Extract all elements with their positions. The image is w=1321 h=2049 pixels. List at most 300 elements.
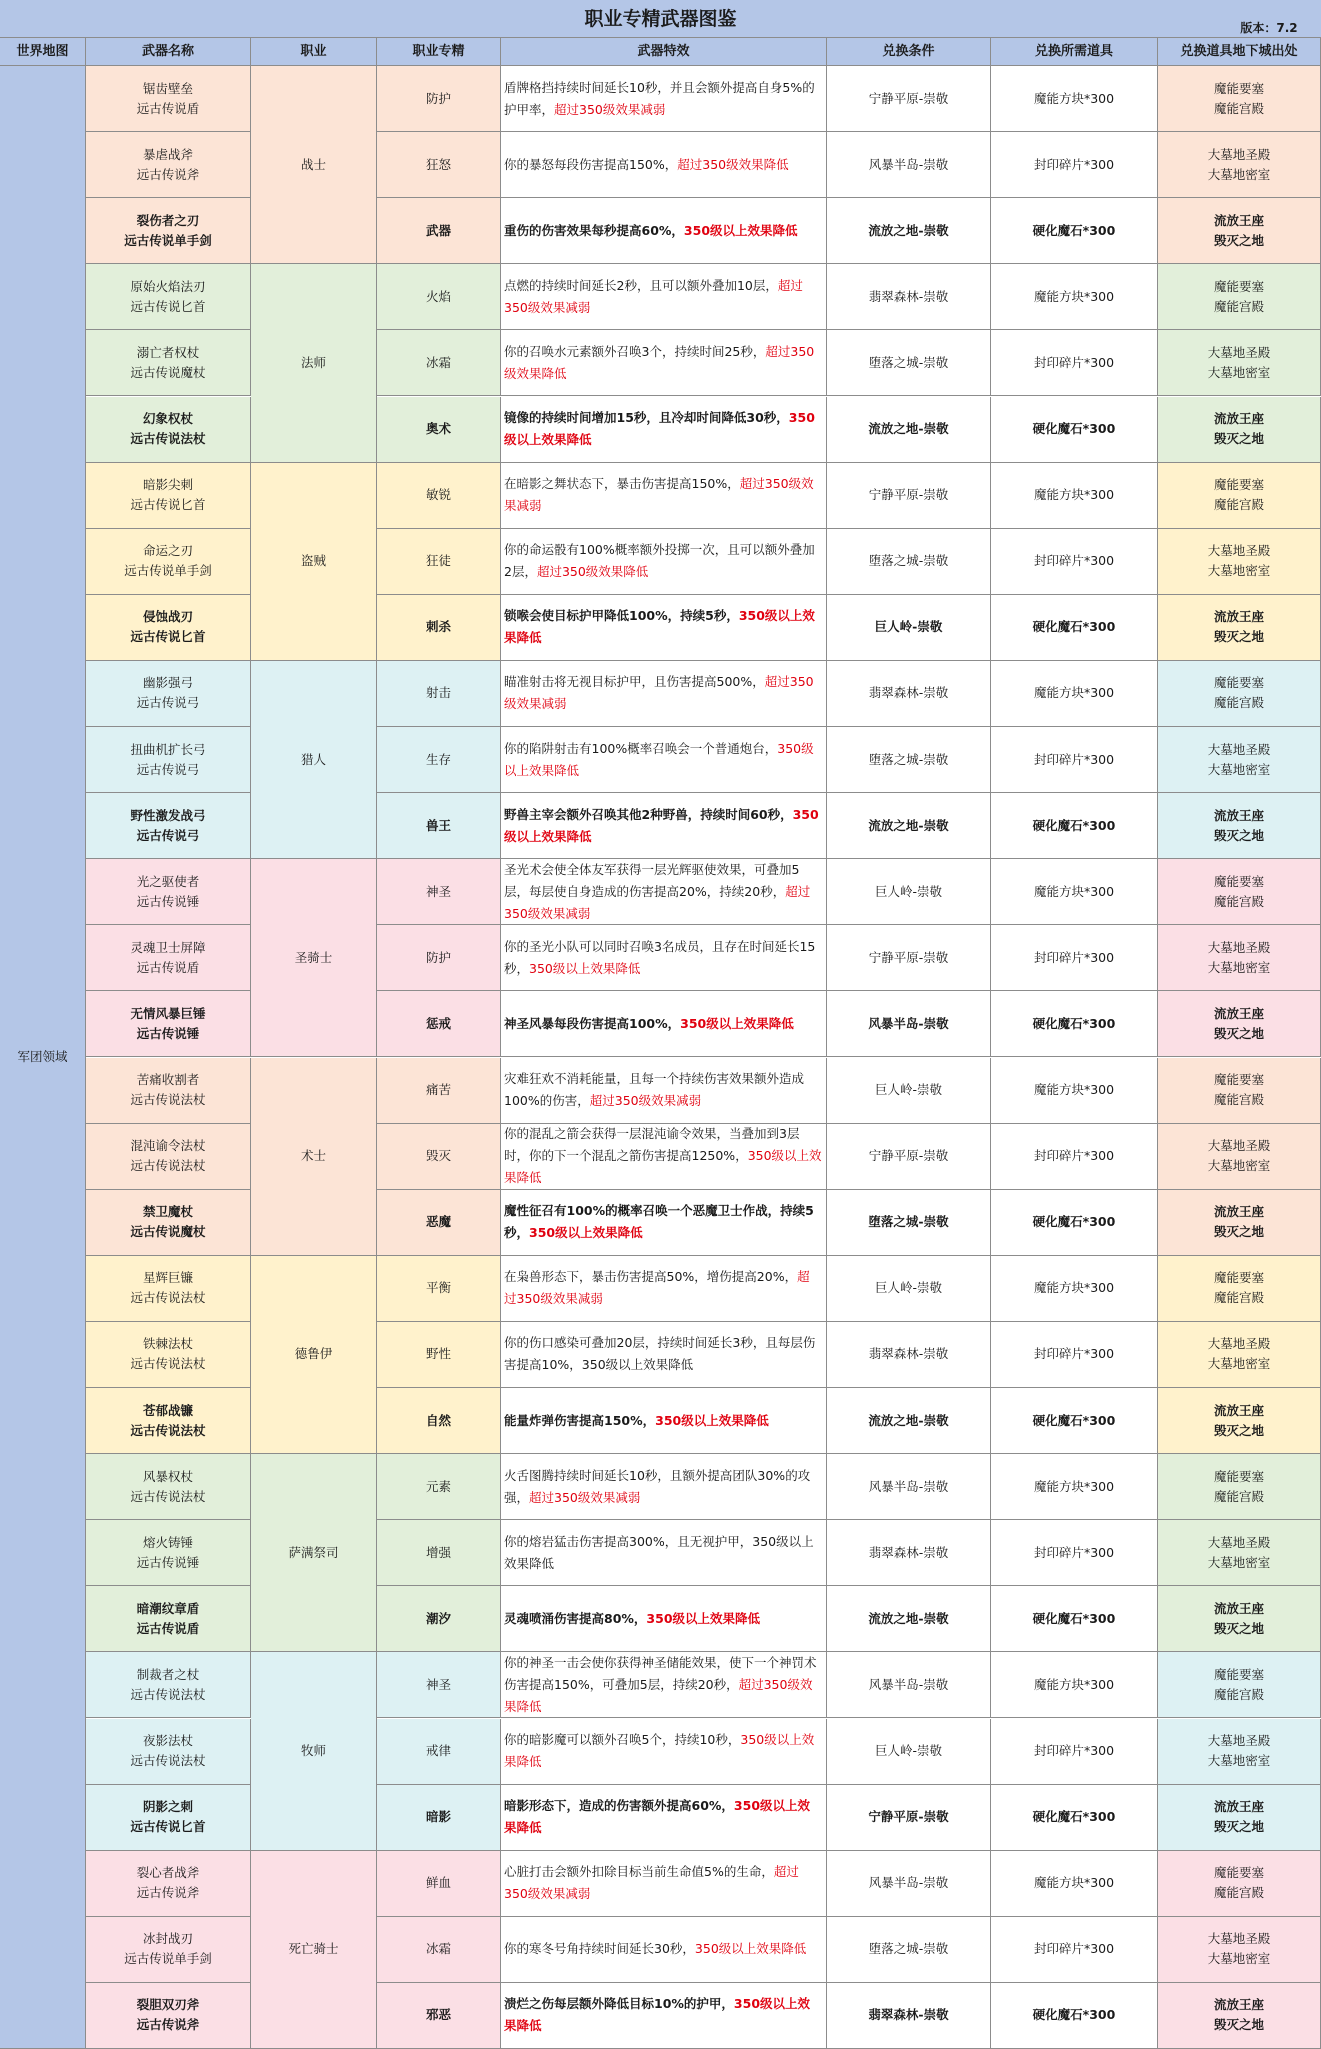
- effect-warning: 超过350级效果降低: [536, 564, 649, 580]
- effect-warning: 超过350级效果减弱: [504, 883, 811, 921]
- effect-text: [504, 605, 822, 649]
- source-line: 毁灭之地: [1213, 1819, 1264, 1835]
- source-cell: [1158, 529, 1321, 595]
- effect-cell: [501, 661, 827, 727]
- source-cell: [1158, 463, 1321, 529]
- source-line: 大墓地密室: [1207, 166, 1271, 182]
- effect-cell: [501, 991, 827, 1057]
- weapon-name-cell: [86, 661, 251, 727]
- source-cell: [1158, 264, 1321, 330]
- weapon-name-line: 远古传说法杖: [130, 431, 206, 447]
- effect-warning: 超过350级效果减弱: [504, 674, 814, 712]
- condition-cell: 巨人岭-崇敬: [827, 595, 991, 661]
- effect-warning: 350级以上效果降低: [680, 1015, 794, 1031]
- source-line: 大墓地圣殿: [1207, 1733, 1271, 1749]
- source-cell: [1158, 1652, 1321, 1718]
- weapon-name-line: 裂伤者之刃: [136, 212, 200, 228]
- effect-description: 你的圣光小队可以同时召唤3名成员，且存在时间延长15秒，: [504, 938, 816, 976]
- spec-cell: 自然: [377, 1388, 501, 1454]
- effect-warning: 超过350级效果降低: [504, 1676, 813, 1714]
- effect-cell: [501, 1124, 827, 1190]
- effect-warning: 350级以上效果降低: [504, 740, 814, 778]
- header-effect: 武器特效: [501, 38, 827, 66]
- effect-warning: 350级以上效果降低: [504, 1148, 822, 1186]
- effect-description: 心脏打击会额外扣除目标当前生命值5%的生命，: [504, 1864, 774, 1880]
- effect-warning: 超过350级效果减弱: [504, 476, 814, 514]
- effect-cell: [501, 1190, 827, 1256]
- effect-description: 神圣风暴每段伤害提高100%，: [504, 1015, 681, 1031]
- source-cell: [1158, 198, 1321, 264]
- weapon-name-cell: [86, 1719, 251, 1785]
- effect-description: 你的熔岩猛击伤害提高300%，且无视护甲，350级以上效果降低: [504, 1533, 814, 1571]
- spec-cell: 兽王: [377, 793, 501, 859]
- item-cell: 魔能方块*300: [991, 859, 1158, 925]
- source-line: 大墓地密室: [1207, 1356, 1271, 1372]
- effect-cell: [501, 264, 827, 330]
- item-cell: 硬化魔石*300: [991, 991, 1158, 1057]
- effect-text: [504, 1729, 822, 1773]
- effect-description: 你的寒冬号角持续时间延长30秒，: [504, 1941, 695, 1957]
- condition-cell: 堕落之城-崇敬: [827, 1190, 991, 1256]
- condition-cell: 流放之地-崇敬: [827, 1586, 991, 1652]
- effect-warning: 350级以上效果降低: [529, 960, 641, 976]
- spec-cell: 狂徒: [377, 529, 501, 595]
- source-line: 大墓地圣殿: [1207, 939, 1271, 955]
- class-cell: 法师: [251, 264, 377, 462]
- source-cell: [1158, 66, 1321, 132]
- source-line: 魔能宫殿: [1213, 893, 1264, 909]
- spec-cell: 敏锐: [377, 463, 501, 529]
- effect-text: [504, 220, 798, 242]
- item-cell: 硬化魔石*300: [991, 1190, 1158, 1256]
- effect-description: 点燃的持续时间延长2秒，且可以额外叠加10层，: [504, 277, 778, 293]
- source-line: 大墓地圣殿: [1207, 1534, 1271, 1550]
- condition-cell: 风暴半岛-崇敬: [827, 1454, 991, 1520]
- effect-description: 你的陷阱射击有100%概率召唤会一个普通炮台，: [504, 740, 778, 756]
- spec-cell: 火焰: [377, 264, 501, 330]
- weapon-name-cell: [86, 1520, 251, 1586]
- weapon-name-cell: [86, 1851, 251, 1917]
- effect-description: 你的暴怒每段伤害提高150%，: [504, 156, 678, 172]
- weapon-name-line: 远古传说匕首: [130, 497, 206, 513]
- source-line: 流放王座: [1213, 411, 1264, 427]
- effect-warning: 超过350级效果减弱: [504, 1269, 810, 1307]
- effect-cell: [501, 463, 827, 529]
- effect-cell: [501, 529, 827, 595]
- weapon-name-line: 幻象权杖: [142, 411, 193, 427]
- effect-description: 能量炸弹伤害提高150%，: [504, 1412, 656, 1428]
- spec-cell: 冰霜: [377, 330, 501, 396]
- item-cell: 封印碎片*300: [991, 1917, 1158, 1983]
- source-line: 毁灭之地: [1213, 1224, 1264, 1240]
- effect-description: 盾牌格挡持续时间延长10秒，并且会额外提高自身5%的护甲率，: [504, 79, 815, 117]
- spec-cell: 恶魔: [377, 1190, 501, 1256]
- class-cell: 猎人: [251, 661, 377, 859]
- condition-cell: 巨人岭-崇敬: [827, 1719, 991, 1785]
- effect-cell: [501, 1586, 827, 1652]
- effect-text: [504, 936, 822, 980]
- condition-cell: 堕落之城-崇敬: [827, 330, 991, 396]
- effect-text: [504, 275, 822, 319]
- condition-cell: 巨人岭-崇敬: [827, 1256, 991, 1322]
- source-line: 毁灭之地: [1213, 629, 1264, 645]
- weapon-name-line: 远古传说盾: [136, 959, 200, 975]
- weapon-name-line: 远古传说法杖: [130, 1290, 206, 1306]
- source-line: 流放王座: [1213, 609, 1264, 625]
- source-line: 毁灭之地: [1213, 2017, 1264, 2033]
- source-line: 大墓地圣殿: [1207, 1931, 1271, 1947]
- source-cell: [1158, 1124, 1321, 1190]
- effect-text: [504, 154, 789, 176]
- header-source: 兑换道具地下城出处: [1158, 38, 1321, 66]
- weapon-name-cell: [86, 1124, 251, 1190]
- condition-cell: 宁静平原-崇敬: [827, 925, 991, 991]
- item-cell: 硬化魔石*300: [991, 595, 1158, 661]
- effect-description: 魔性征召有100%的概率召唤一个恶魔卫士作战，持续5秒，: [504, 1203, 814, 1241]
- effect-text: [504, 539, 822, 583]
- effect-warning: 350级以上效果降低: [655, 1412, 769, 1428]
- source-cell: [1158, 1851, 1321, 1917]
- spec-cell: 狂怒: [377, 132, 501, 198]
- source-line: 魔能要塞: [1213, 278, 1264, 294]
- header-item: 兑换所需道具: [991, 38, 1158, 66]
- weapon-name-line: 远古传说法杖: [130, 1422, 206, 1438]
- weapon-name-line: 远古传说盾: [136, 100, 200, 116]
- header-spec: 职业专精: [377, 38, 501, 66]
- source-line: 大墓地圣殿: [1207, 543, 1271, 559]
- item-cell: 封印碎片*300: [991, 132, 1158, 198]
- spec-cell: 戒律: [377, 1719, 501, 1785]
- weapon-name-line: 锯齿壁垒: [142, 80, 193, 96]
- version-label: 版本：7.2: [1240, 21, 1298, 35]
- weapon-name-cell: [86, 1652, 251, 1718]
- source-line: 大墓地密室: [1207, 1753, 1271, 1769]
- effect-description: 你的混乱之箭会获得一层混沌谕令效果，当叠加到3层时，你的下一个混乱之箭伤害提高1250%，: [504, 1126, 800, 1164]
- source-line: 大墓地圣殿: [1207, 1138, 1271, 1154]
- weapon-name-line: 远古传说魔杖: [130, 364, 206, 380]
- class-cell: 死亡骑士: [251, 1851, 377, 2049]
- effect-cell: [501, 1785, 827, 1851]
- effect-warning: 350级以上效果降低: [504, 1996, 811, 2034]
- effect-text: [504, 77, 822, 121]
- source-line: 魔能要塞: [1213, 1468, 1264, 1484]
- source-line: 魔能要塞: [1213, 1270, 1264, 1286]
- header-class: 职业: [251, 38, 377, 66]
- weapon-name-line: 夜影法杖: [142, 1733, 193, 1749]
- effect-cell: [501, 595, 827, 661]
- spec-cell: 防护: [377, 66, 501, 132]
- effect-cell: [501, 1652, 827, 1718]
- weapon-name-line: 铁棘法杖: [142, 1336, 193, 1352]
- source-cell: [1158, 727, 1321, 793]
- weapon-name-line: 远古传说法杖: [130, 1488, 206, 1504]
- source-line: 魔能要塞: [1213, 1666, 1264, 1682]
- item-cell: 魔能方块*300: [991, 264, 1158, 330]
- item-cell: 封印碎片*300: [991, 925, 1158, 991]
- item-cell: 硬化魔石*300: [991, 1586, 1158, 1652]
- condition-cell: 翡翠森林-崇敬: [827, 264, 991, 330]
- class-cell: 牧师: [251, 1652, 377, 1850]
- class-cell: 术士: [251, 1058, 377, 1256]
- effect-description: 你的命运骰有100%概率额外投掷一次，且可以额外叠加2层，: [504, 542, 815, 580]
- header-condition: 兑换条件: [827, 38, 991, 66]
- effect-cell: [501, 793, 827, 859]
- source-cell: [1158, 1719, 1321, 1785]
- condition-cell: 翡翠森林-崇敬: [827, 1983, 991, 2049]
- effect-text: [504, 1332, 822, 1376]
- weapon-name-line: 暴虐战斧: [142, 146, 193, 162]
- world-map-cell: 军团领域: [0, 66, 86, 2049]
- source-cell: [1158, 1520, 1321, 1586]
- weapon-name-line: 远古传说斧: [136, 166, 200, 182]
- weapon-name-line: 远古传说斧: [136, 2017, 200, 2033]
- effect-warning: 超过350级效果减弱: [554, 101, 666, 117]
- weapon-name-line: 远古传说弓: [136, 761, 200, 777]
- effect-text: [504, 473, 822, 517]
- source-cell: [1158, 1983, 1321, 2049]
- source-line: 魔能要塞: [1213, 477, 1264, 493]
- weapon-name-line: 禁卫魔杖: [142, 1204, 193, 1220]
- effect-description: 你的神圣一击会使你获得神圣储能效果，使下一个神罚术伤害提高150%，可叠加5层，持续20秒，: [504, 1654, 817, 1692]
- effect-warning: 350级以上效果降低: [694, 1941, 807, 1957]
- effect-text: [504, 1465, 822, 1509]
- effect-warning: 超过350级效果减弱: [529, 1489, 641, 1505]
- effect-text: [504, 1795, 822, 1839]
- source-cell: [1158, 1917, 1321, 1983]
- source-line: 大墓地密室: [1207, 364, 1271, 380]
- weapon-name-cell: [86, 1586, 251, 1652]
- weapon-name-line: 远古传说匕首: [130, 1819, 206, 1835]
- source-cell: [1158, 991, 1321, 1057]
- spec-cell: 元素: [377, 1454, 501, 1520]
- effect-warning: 350级以上效果降低: [504, 1798, 811, 1836]
- condition-cell: 宁静平原-崇敬: [827, 66, 991, 132]
- weapon-name-cell: [86, 991, 251, 1057]
- effect-description: 溃烂之伤每层额外降低目标10%的护甲，: [504, 1996, 734, 2012]
- item-cell: 硬化魔石*300: [991, 793, 1158, 859]
- spec-cell: 痛苦: [377, 1058, 501, 1124]
- effect-cell: [501, 132, 827, 198]
- source-line: 魔能宫殿: [1213, 100, 1264, 116]
- spec-cell: 生存: [377, 727, 501, 793]
- weapon-name-line: 原始火焰法刃: [130, 278, 206, 294]
- item-cell: 封印碎片*300: [991, 1520, 1158, 1586]
- effect-description: 火舌图腾持续时间延长10秒，且额外提高团队30%的攻强，: [504, 1467, 811, 1505]
- effect-description: 圣光术会使全体友军获得一层光辉驱使效果，可叠加5层，每层使自身造成的伤害提高20%，持续20秒，: [504, 861, 800, 899]
- item-cell: 硬化魔石*300: [991, 1785, 1158, 1851]
- spec-cell: 防护: [377, 925, 501, 991]
- effect-cell: [501, 66, 827, 132]
- weapon-name-line: 制裁者之杖: [136, 1666, 200, 1682]
- effect-warning: 350级以上效果降低: [504, 1732, 815, 1770]
- condition-cell: 翡翠森林-崇敬: [827, 1322, 991, 1388]
- source-line: 毁灭之地: [1213, 232, 1264, 248]
- effect-cell: [501, 925, 827, 991]
- source-line: 流放王座: [1213, 1005, 1264, 1021]
- effect-description: 重伤的伤害效果每秒提高60%，: [504, 222, 684, 238]
- effect-text: [504, 1200, 822, 1244]
- condition-cell: 流放之地-崇敬: [827, 1388, 991, 1454]
- source-line: 大墓地圣殿: [1207, 344, 1271, 360]
- source-line: 魔能要塞: [1213, 1072, 1264, 1088]
- weapon-name-line: 远古传说法杖: [130, 1092, 206, 1108]
- effect-cell: [501, 1454, 827, 1520]
- spec-cell: 武器: [377, 198, 501, 264]
- effect-text: [504, 1531, 822, 1575]
- item-cell: 魔能方块*300: [991, 463, 1158, 529]
- page-title: 职业专精武器图鉴: [0, 0, 1321, 38]
- weapon-name-cell: [86, 529, 251, 595]
- weapon-name-line: 命运之刃: [142, 543, 193, 559]
- weapon-name-line: 苍郁战镰: [142, 1402, 193, 1418]
- source-line: 毁灭之地: [1213, 827, 1264, 843]
- source-line: 大墓地密室: [1207, 1158, 1271, 1174]
- effect-warning: 350级以上效果降低: [504, 410, 815, 448]
- weapon-name-cell: [86, 330, 251, 396]
- effect-cell: [501, 1983, 827, 2049]
- weapon-name-line: 灵魂卫士屏障: [130, 939, 206, 955]
- weapon-name-cell: [86, 1190, 251, 1256]
- weapon-name-line: 远古传说单手剑: [124, 1951, 212, 1967]
- header-world-map: 世界地图: [0, 38, 86, 66]
- weapon-name-line: 星辉巨镰: [142, 1270, 193, 1286]
- source-line: 毁灭之地: [1213, 1025, 1264, 1041]
- weapon-name-line: 远古传说锤: [136, 1025, 200, 1041]
- weapon-name-line: 远古传说匕首: [130, 629, 206, 645]
- effect-text: [504, 1608, 760, 1630]
- source-line: 大墓地圣殿: [1207, 146, 1271, 162]
- effect-cell: [501, 859, 827, 925]
- item-cell: 封印碎片*300: [991, 1719, 1158, 1785]
- spec-cell: 奥术: [377, 397, 501, 463]
- source-line: 大墓地圣殿: [1207, 741, 1271, 757]
- weapon-name-cell: [86, 1322, 251, 1388]
- class-cell: 盗贼: [251, 463, 377, 661]
- effect-cell: [501, 1520, 827, 1586]
- source-cell: [1158, 1785, 1321, 1851]
- effect-text: [504, 407, 822, 451]
- item-cell: 封印碎片*300: [991, 330, 1158, 396]
- weapon-name-line: 阴影之刺: [142, 1799, 193, 1815]
- effect-text: [504, 1013, 794, 1035]
- weapon-name-line: 无情风暴巨锤: [130, 1005, 206, 1021]
- effect-text: [504, 1861, 822, 1905]
- weapon-name-line: 溺亡者权杖: [136, 344, 200, 360]
- weapon-name-cell: [86, 1388, 251, 1454]
- effect-text: [504, 804, 822, 848]
- effect-warning: 350级以上效果降低: [504, 806, 819, 844]
- source-cell: [1158, 793, 1321, 859]
- effect-warning: 超过350级效果减弱: [504, 1864, 799, 1902]
- condition-cell: 风暴半岛-崇敬: [827, 1652, 991, 1718]
- condition-cell: 宁静平原-崇敬: [827, 463, 991, 529]
- item-cell: 魔能方块*300: [991, 1851, 1158, 1917]
- effect-warning: 350级以上效果降低: [529, 1225, 643, 1241]
- effect-text: [504, 341, 822, 385]
- source-line: 魔能要塞: [1213, 873, 1264, 889]
- effect-cell: [501, 1388, 827, 1454]
- weapon-name-line: 远古传说法杖: [130, 1356, 206, 1372]
- item-cell: 封印碎片*300: [991, 1124, 1158, 1190]
- effect-description: 在枭兽形态下，暴击伤害提高50%，增伤提高20%，: [504, 1269, 798, 1285]
- item-cell: 硬化魔石*300: [991, 1983, 1158, 2049]
- class-cell: 萨满祭司: [251, 1454, 377, 1652]
- weapon-name-cell: [86, 793, 251, 859]
- weapon-name-line: 远古传说法杖: [130, 1158, 206, 1174]
- source-cell: [1158, 330, 1321, 396]
- weapon-name-line: 侵蚀战刃: [142, 609, 193, 625]
- effect-cell: [501, 1256, 827, 1322]
- effect-text: [504, 1993, 822, 2037]
- item-cell: 硬化魔石*300: [991, 1388, 1158, 1454]
- effect-description: 你的召唤水元素额外召唤3个，持续时间25秒，: [504, 343, 766, 359]
- condition-cell: 流放之地-崇敬: [827, 397, 991, 463]
- weapon-name-line: 远古传说斧: [136, 1885, 200, 1901]
- weapon-name-line: 远古传说弓: [136, 827, 200, 843]
- spec-cell: 潮汐: [377, 1586, 501, 1652]
- effect-description: 灾难狂欢不消耗能量，且每一个持续伤害效果额外造成100%的伤害，: [504, 1071, 805, 1109]
- source-line: 魔能宫殿: [1213, 497, 1264, 513]
- spec-cell: 鲜血: [377, 1851, 501, 1917]
- weapon-name-line: 远古传说盾: [136, 1620, 200, 1636]
- effect-description: 暗影形态下，造成的伤害额外提高60%，: [504, 1798, 734, 1814]
- condition-cell: 宁静平原-崇敬: [827, 1124, 991, 1190]
- source-line: 魔能宫殿: [1213, 695, 1264, 711]
- weapon-name-cell: [86, 859, 251, 925]
- item-cell: 魔能方块*300: [991, 66, 1158, 132]
- weapon-name-line: 远古传说法杖: [130, 1686, 206, 1702]
- effect-text: [504, 671, 822, 715]
- source-line: 流放王座: [1213, 807, 1264, 823]
- effect-warning: 超过350级效果减弱: [504, 277, 803, 315]
- weapon-name-line: 野性激发战弓: [130, 807, 206, 823]
- effect-description: 灵魂喷涌伤害提高80%，: [504, 1610, 647, 1626]
- effect-cell: [501, 1851, 827, 1917]
- weapon-name-cell: [86, 925, 251, 991]
- spec-cell: 暗影: [377, 1785, 501, 1851]
- weapon-name-line: 暗影尖刺: [142, 477, 193, 493]
- weapon-name-line: 熔火铸锤: [142, 1534, 193, 1550]
- weapon-name-cell: [86, 727, 251, 793]
- source-line: 魔能宫殿: [1213, 1686, 1264, 1702]
- source-cell: [1158, 132, 1321, 198]
- source-line: 流放王座: [1213, 1600, 1264, 1616]
- source-cell: [1158, 859, 1321, 925]
- item-cell: 硬化魔石*300: [991, 397, 1158, 463]
- weapon-name-line: 扭曲机扩长弓: [130, 741, 206, 757]
- class-cell: 德鲁伊: [251, 1256, 377, 1454]
- weapon-name-cell: [86, 595, 251, 661]
- item-cell: 魔能方块*300: [991, 1652, 1158, 1718]
- source-cell: [1158, 1322, 1321, 1388]
- weapon-name-line: 冰封战刃: [142, 1931, 193, 1947]
- effect-description: 在暗影之舞状态下，暴击伤害提高150%，: [504, 476, 740, 492]
- source-cell: [1158, 595, 1321, 661]
- effect-description: 锁喉会使目标护甲降低100%，持续5秒，: [504, 608, 739, 624]
- weapon-name-cell: [86, 198, 251, 264]
- weapon-name-line: 远古传说魔杖: [130, 1224, 206, 1240]
- weapon-name-cell: [86, 1983, 251, 2049]
- weapon-name-line: 远古传说弓: [136, 695, 200, 711]
- weapon-name-line: 远古传说匕首: [130, 298, 206, 314]
- source-line: 大墓地密室: [1207, 1554, 1271, 1570]
- source-line: 流放王座: [1213, 1402, 1264, 1418]
- weapon-name-cell: [86, 66, 251, 132]
- effect-text: [504, 1266, 822, 1310]
- header-weapon-name: 武器名称: [86, 38, 251, 66]
- effect-cell: [501, 727, 827, 793]
- effect-description: 镜像的持续时间增加15秒，且冷却时间降低30秒，: [504, 410, 789, 426]
